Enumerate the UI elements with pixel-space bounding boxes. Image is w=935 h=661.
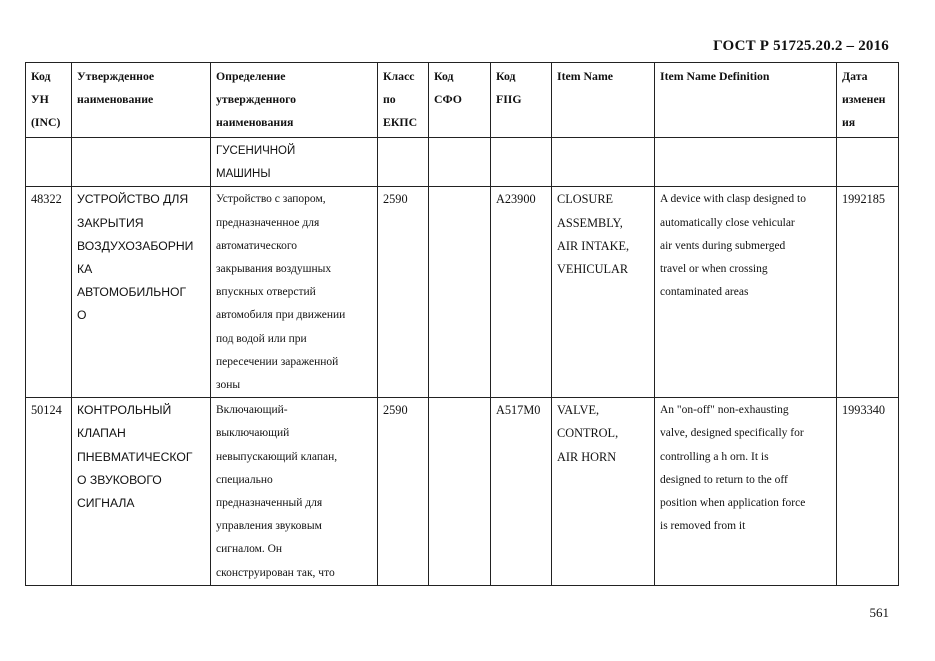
cell-approved-name: УСТРОЙСТВО ДЛЯ ЗАКРЫТИЯ ВОЗДУХОЗАБОРНИ КА АВТОМОБИЛЬНОГ О [72,187,211,398]
col-header-approved-name: Утвержденное наименование [72,63,211,138]
cell-inc: 48322 [26,187,72,398]
cell-item-name-definition: A device with clasp designed to automatically close vehicular air vents during submerged travel or when crossing contaminated areas [655,187,837,398]
cell-item-name: CLOSURE ASSEMBLY, AIR INTAKE, VEHICULAR [552,187,655,398]
cell-ekps-class: 2590 [378,398,429,586]
cell-change-date: 1993340 [837,398,899,586]
cell-ekps-class: 2590 [378,187,429,398]
col-header-definition: Определение утвержденного наименования [211,63,378,138]
cell-item-name-definition: An "on-off" non-exhausting valve, designed specifically for controlling a h orn. It is designed to return to the off position when application force is removed from it [655,398,837,586]
col-header-change-date: Дата изменен ия [837,63,899,138]
cell-sfo [429,187,491,398]
table-row-continuation [26,138,899,187]
cell-approved-name: КОНТРОЛЬНЫЙ КЛАПАН ПНЕВМАТИЧЕСКОГ О ЗВУКОВОГО СИГНАЛА [72,398,211,586]
cell-item-name: VALVE, CONTROL, AIR HORN [552,398,655,586]
cell-sfo [429,398,491,586]
cell-inc: 50124 [26,398,72,586]
table-header-row [26,63,899,138]
col-header-sfo: Код СФО [429,63,491,138]
cell-definition: Устройство с запором, предназначенное для автоматического закрывания воздушных впускных отверстий автомобиля при движении под водой или при пересечении зараженной зоны [211,187,378,398]
col-header-item-name: Item Name [552,63,655,138]
table-row [26,187,899,398]
col-header-item-name-definition: Item Name Definition [655,63,837,138]
document-standard-header: ГОСТ Р 51725.20.2 – 2016 [713,38,889,54]
page-number: 561 [869,605,889,620]
cell-fiig: A517M0 [491,398,552,586]
catalog-table [25,62,899,586]
col-header-inc: Код УН (INC) [26,63,72,138]
col-header-fiig: Код FIIG [491,63,552,138]
cell-definition: Включающий- выключающий невыпускающий клапан, специально предназначенный для управления звуковым сигналом. Он сконструирован так, что [211,398,378,586]
col-header-ekps-class: Класс по ЕКПС [378,63,429,138]
cell-fiig: A23900 [491,187,552,398]
cell-definition: ГУСЕНИЧНОЙ МАШИНЫ [211,138,378,187]
table-row [26,398,899,586]
cell-change-date: 1992185 [837,187,899,398]
